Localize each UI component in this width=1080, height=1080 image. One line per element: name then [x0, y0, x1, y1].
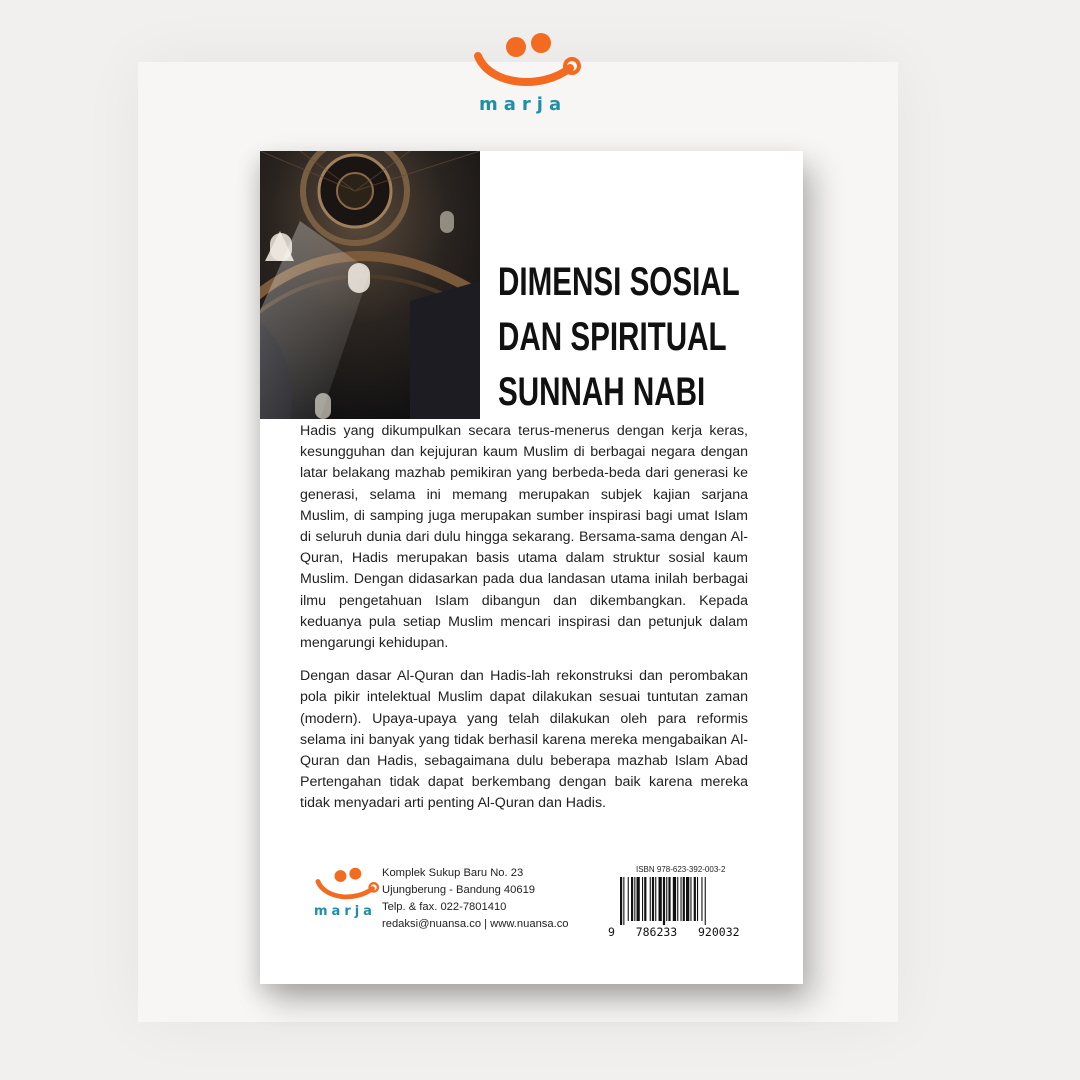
- title-line: DIMENSI SOSIAL: [498, 260, 740, 304]
- marja-logo-top: [466, 30, 586, 120]
- barcode-bar: [620, 877, 622, 925]
- synopsis-paragraph: Hadis yang dikumpulkan secara terus-menerus dengan kerja keras, kesungguhan dan kejujuran kaum Muslim di berbagai negara dengan latar belakang mazhab pemikiran yang berbeda-beda dari generasi ke generasi, selama ini memang merupakan subjek kajian sarjana Muslim, di samping juga merupakan sumber inspirasi bagi umat Islam di seluruh dunia dari dulu hingga sekarang. Bersama-sama dengan Al-Quran, Hadis merupakan basis utama dalam struktur sosial kaum Muslim. Dengan didasarkan pada dua landasan utama inilah berbagai ilmu pengetahuan Islam dibangun dan dikembangkan. Kepada keduanya pula setiap Muslim mencari inspirasi dan petunjuk dalam mengarungi kehidupan.: [300, 423, 748, 652]
- barcode-bar: [628, 877, 629, 921]
- marja-logo-text: marja: [314, 904, 376, 919]
- barcode-bar: [652, 877, 654, 921]
- barcode-bar: [644, 877, 646, 921]
- barcode-bar: [623, 877, 624, 925]
- barcode-bar: [655, 877, 656, 921]
- barcode-bar: [705, 877, 706, 925]
- book-back-cover: [260, 151, 803, 984]
- title-line: SUNNAH NABI: [498, 370, 706, 414]
- barcode-bar: [677, 877, 678, 921]
- barcode-bar: [690, 877, 691, 921]
- barcode-bar: [668, 877, 670, 921]
- barcode-bar: [701, 877, 702, 921]
- barcode-bar: [666, 877, 667, 921]
- barcode-bar: [642, 877, 643, 921]
- isbn-label: ISBN 978-623-392-003-2: [636, 865, 726, 874]
- marja-logo-icon: [472, 30, 582, 94]
- barcode-bar: [634, 877, 635, 921]
- address-line: Ujungberung - Bandung 40619: [382, 884, 536, 896]
- barcode-bar: [683, 877, 685, 921]
- isbn-barcode: [620, 877, 762, 925]
- barcode-bar: [663, 877, 665, 925]
- barcode-bar: [631, 877, 633, 921]
- address-line: Telp. & fax. 022-7801410: [382, 901, 507, 913]
- address-line: Komplek Sukup Baru No. 23: [382, 867, 524, 879]
- title-line: DAN SPIRITUAL: [498, 315, 727, 359]
- address-line: redaksi@nuansa.co | www.nuansa.co: [382, 918, 569, 930]
- mosque-dome-image: [260, 151, 480, 419]
- cover-photo: [260, 151, 480, 419]
- barcode-bar: [637, 877, 640, 921]
- barcode-bar: [697, 877, 698, 921]
- barcode-bar: [650, 877, 651, 921]
- book-synopsis: [300, 421, 748, 827]
- barcode-bar: [686, 877, 689, 921]
- synopsis-paragraph: Dengan dasar Al-Quran dan Hadis-lah rekonstruksi dan perombakan pola pikir intelektual Muslim dapat dilakukan sesuai tuntutan zaman (modern). Upaya-upaya yang telah dilakukan oleh para reformis selama ini banyak yang tidak berhasil karena mereka mengabaikan Al-Quran dan Hadis, sebagaimana dulu beberapa mazhab Islam Abad Pertengahan tidak dapat berkembang dengan baik karena mereka tidak menyadari arti penting Al-Quran dan Hadis.: [300, 668, 748, 812]
- marja-logo-bottom: [312, 866, 382, 926]
- book-title: [498, 255, 740, 420]
- marja-logo-text: marja: [479, 94, 568, 115]
- publisher-address: [382, 865, 569, 933]
- barcode-bar: [681, 877, 682, 921]
- barcode-bar: [659, 877, 662, 921]
- barcode-digits: 9 786233 920032: [608, 925, 740, 939]
- barcode-bar: [694, 877, 696, 921]
- barcode-bar: [673, 877, 676, 921]
- marja-logo-icon: [314, 866, 380, 904]
